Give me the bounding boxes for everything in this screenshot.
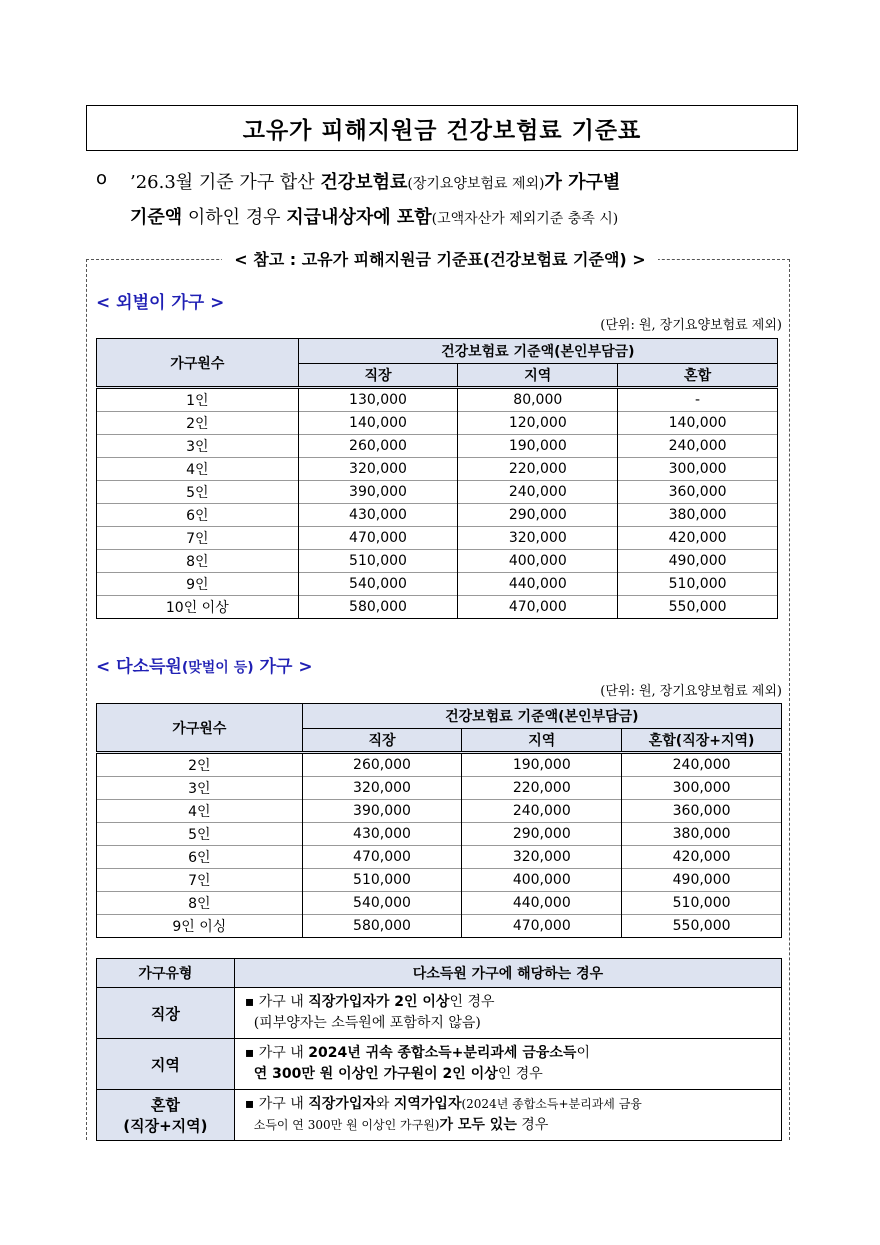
household-size-cell: 3인 — [97, 435, 299, 458]
household-size-cell: 5인 — [97, 481, 299, 504]
table-row — [97, 527, 778, 550]
table-row — [97, 388, 778, 412]
household-size-cell: 5인 — [97, 823, 303, 846]
amount-cell: 470,000 — [458, 596, 618, 619]
amount-cell: 240,000 — [458, 481, 618, 504]
unit-note: (단위: 원, 장기요양보험료 제외) — [600, 318, 782, 333]
intro-bold: 지급내상자에 포함 — [286, 207, 432, 228]
amount-cell: 290,000 — [458, 504, 618, 527]
amount-cell: 140,000 — [618, 412, 778, 435]
amount-cell: 580,000 — [298, 596, 458, 619]
amount-cell: 550,000 — [618, 596, 778, 619]
amount-cell: 140,000 — [298, 412, 458, 435]
amount-cell: - — [618, 388, 778, 412]
table-row — [97, 504, 778, 527]
amount-cell: 300,000 — [618, 458, 778, 481]
table-row — [97, 823, 782, 846]
amount-cell: 320,000 — [462, 846, 622, 869]
table-row — [97, 481, 778, 504]
desc-workplace: ▪ 가구 내 직장가입자가 2인 이상인 경우 (피부양자는 소득원에 포함하지 않음) — [234, 988, 781, 1039]
table-row — [97, 435, 778, 458]
col-household: 가구원수 — [97, 704, 303, 753]
col-type: 가구유형 — [97, 959, 235, 988]
desc-mixed: ▪ 가구 내 직장가입자와 지역가입자(2024년 종합소득+분리과세 금융 소득이 연 300만 원 이상인 가구원)가 모두 있는 경우 — [234, 1090, 781, 1141]
amount-cell: 510,000 — [618, 573, 778, 596]
table-row — [97, 412, 778, 435]
table-row — [97, 915, 782, 938]
amount-cell: 380,000 — [622, 823, 782, 846]
amount-cell: 440,000 — [462, 892, 622, 915]
amount-cell: 120,000 — [458, 412, 618, 435]
col-desc: 다소득원 가구에 해당하는 경우 — [234, 959, 781, 988]
amount-cell: 290,000 — [462, 823, 622, 846]
amount-cell: 220,000 — [462, 777, 622, 800]
amount-cell: 220,000 — [458, 458, 618, 481]
col-header: 지역 — [458, 364, 618, 388]
household-size-cell: 6인 — [97, 846, 303, 869]
desc-regional: ▪ 가구 내 2024년 귀속 종합소득+분리과세 금융소득이 연 300만 원 이상인 가구원이 2인 이상인 경우 — [234, 1039, 781, 1090]
amount-cell: 240,000 — [622, 753, 782, 777]
amount-cell: 490,000 — [618, 550, 778, 573]
amount-cell: 360,000 — [622, 800, 782, 823]
col-group: 건강보험료 기준액(본인부담금) — [302, 704, 781, 729]
amount-cell: 470,000 — [302, 846, 462, 869]
col-header: 직장 — [302, 729, 462, 753]
intro-bold: 건강보험료 — [320, 172, 408, 193]
amount-cell: 190,000 — [458, 435, 618, 458]
amount-cell: 430,000 — [302, 823, 462, 846]
household-size-cell: 7인 — [97, 527, 299, 550]
multi-earner-table — [96, 703, 782, 938]
amount-cell: 80,000 — [458, 388, 618, 412]
amount-cell: 390,000 — [302, 800, 462, 823]
amount-cell: 240,000 — [462, 800, 622, 823]
amount-cell: 420,000 — [618, 527, 778, 550]
amount-cell: 470,000 — [298, 527, 458, 550]
amount-cell: 550,000 — [622, 915, 782, 938]
intro-bold: 기준액 — [130, 207, 183, 228]
single-earner-table — [96, 338, 778, 619]
table-row — [97, 869, 782, 892]
household-size-cell: 8인 — [97, 892, 303, 915]
page-title: 고유가 피해지원금 건강보험료 기준표 — [86, 105, 798, 151]
col-header: 혼합(직장+지역) — [622, 729, 782, 753]
amount-cell: 420,000 — [622, 846, 782, 869]
table-row — [97, 596, 778, 619]
household-size-cell: 2인 — [97, 412, 299, 435]
household-size-cell: 9인 이싱 — [97, 915, 303, 938]
amount-cell: 510,000 — [302, 869, 462, 892]
col-household: 가구원수 — [97, 339, 299, 388]
amount-cell: 360,000 — [618, 481, 778, 504]
bullet-marker: o — [96, 168, 108, 189]
amount-cell: 440,000 — [458, 573, 618, 596]
table-row — [97, 800, 782, 823]
col-header: 지역 — [462, 729, 622, 753]
amount-cell: 300,000 — [622, 777, 782, 800]
household-size-cell: 4인 — [97, 458, 299, 481]
reference-title: < 참고 : 고유가 피해지원금 기준표(건강보험료 기준액) > — [0, 247, 880, 270]
table-row — [97, 550, 778, 573]
col-header: 직장 — [298, 364, 458, 388]
amount-cell: 240,000 — [618, 435, 778, 458]
amount-cell: 320,000 — [298, 458, 458, 481]
amount-cell: 130,000 — [298, 388, 458, 412]
amount-cell: 320,000 — [302, 777, 462, 800]
amount-cell: 540,000 — [298, 573, 458, 596]
col-group: 건강보험료 기준액(본인부담금) — [298, 339, 777, 364]
table-row — [97, 892, 782, 915]
single-earner-heading: < 외벌이 가구 > — [96, 293, 225, 313]
type-regional: 지역 — [97, 1039, 235, 1090]
intro-bold: 가 가구별 — [544, 172, 621, 193]
unit-note: (단위: 원, 장기요양보험료 제외) — [600, 684, 782, 699]
household-size-cell: 9인 — [97, 573, 299, 596]
amount-cell: 510,000 — [622, 892, 782, 915]
amount-cell: 390,000 — [298, 481, 458, 504]
amount-cell: 470,000 — [462, 915, 622, 938]
amount-cell: 380,000 — [618, 504, 778, 527]
household-size-cell: 6인 — [97, 504, 299, 527]
household-size-cell: 8인 — [97, 550, 299, 573]
household-type-table — [96, 958, 782, 1141]
household-size-cell: 7인 — [97, 869, 303, 892]
intro-small: (고액자산가 제외기준 충족 시) — [431, 211, 619, 227]
intro-text: ’26.3월 기준 가구 합산 — [130, 172, 321, 193]
amount-cell: 510,000 — [298, 550, 458, 573]
table-row — [97, 753, 782, 777]
intro-small: (장기요양보험료 제외) — [407, 176, 545, 192]
amount-cell: 260,000 — [298, 435, 458, 458]
amount-cell: 400,000 — [462, 869, 622, 892]
amount-cell: 430,000 — [298, 504, 458, 527]
amount-cell: 540,000 — [302, 892, 462, 915]
household-size-cell: 3인 — [97, 777, 303, 800]
amount-cell: 400,000 — [458, 550, 618, 573]
col-header: 혼합 — [618, 364, 778, 388]
household-size-cell: 1인 — [97, 388, 299, 412]
amount-cell: 260,000 — [302, 753, 462, 777]
table-row — [97, 573, 778, 596]
amount-cell: 490,000 — [622, 869, 782, 892]
household-size-cell: 10인 이상 — [97, 596, 299, 619]
intro-text: 이하인 경우 — [182, 207, 287, 228]
type-mixed: 혼합 (직장+지역) — [97, 1090, 235, 1141]
amount-cell: 580,000 — [302, 915, 462, 938]
table-row — [97, 777, 782, 800]
intro-paragraph — [130, 166, 790, 236]
table-row — [97, 458, 778, 481]
multi-earner-heading: < 다소득원(맞벌이 등) 가구 > — [96, 657, 313, 677]
type-workplace: 직장 — [97, 988, 235, 1039]
household-size-cell: 2인 — [97, 753, 303, 777]
amount-cell: 190,000 — [462, 753, 622, 777]
table-row — [97, 846, 782, 869]
household-size-cell: 4인 — [97, 800, 303, 823]
amount-cell: 320,000 — [458, 527, 618, 550]
